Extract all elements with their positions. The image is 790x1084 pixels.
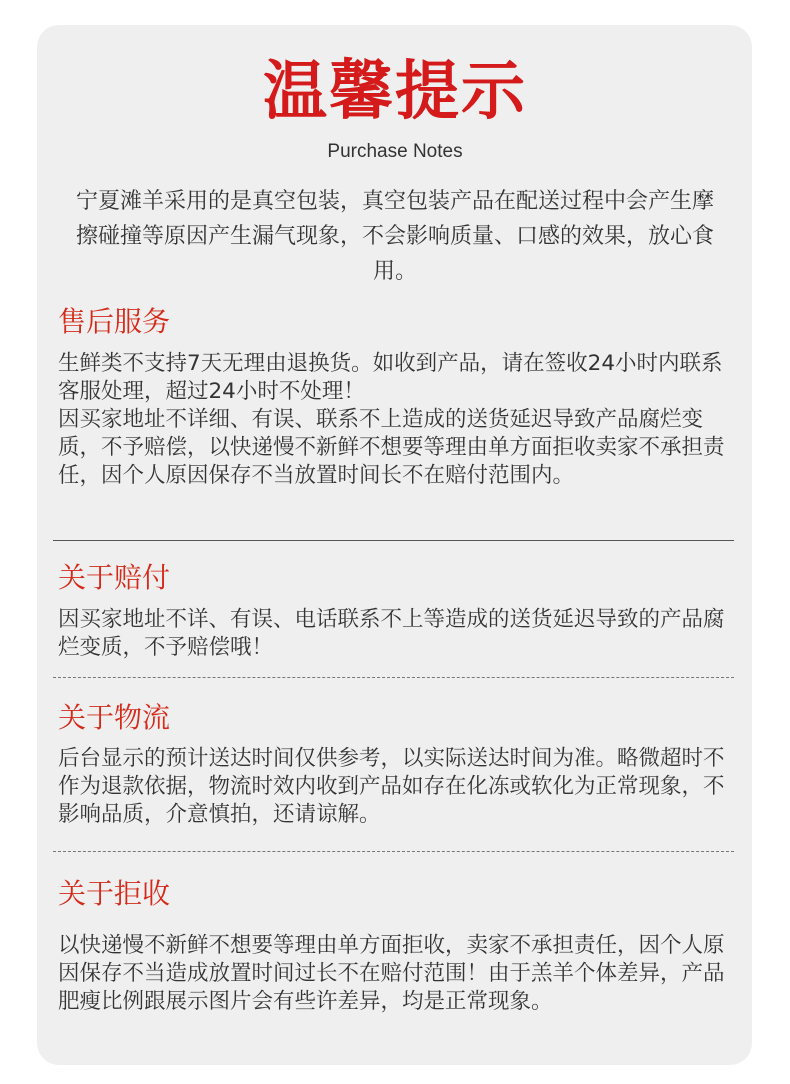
section-title-logistics: 关于物流 [58,701,171,734]
section-title-after-sales: 售后服务 [58,305,171,338]
section-paragraph: 后台显示的预计送达时间仅供参考，以实际送达时间为准。略微超时不作为退款依据，物流时效内收到产品如存在化冻或软化为正常现象，不影响品质，介意慎拍，还请谅解。 [58,746,725,827]
section-body-after-sales [58,350,734,490]
section-title-compensation: 关于赔付 [58,561,171,594]
section-paragraph: 以快递慢不新鲜不想要等理由单方面拒收，卖家不承担责任，因个人原因保存不当造成放置时间过长不在赔付范围！由于羔羊个体差异，产品肥瘦比例跟展示图片会有些许差异，均是正常现象。 [58,933,725,1014]
section-title-rejection: 关于拒收 [58,877,171,910]
page-subtitle: Purchase Notes [327,141,463,162]
section-body-logistics [58,745,734,829]
section-body-rejection [58,932,734,1016]
section-paragraph: 因买家地址不详细、有误、联系不上造成的送货延迟导致产品腐烂变质，不予赔偿，以快递慢不新鲜不想要等理由单方面拒收卖家不承担责任，因个人原因保存不当放置时间长不在赔付范围内。 [58,407,725,488]
page-title: 温馨提示 [263,55,527,129]
section-divider [53,540,734,541]
section-paragraph: 因买家地址不详、有误、电话联系不上等造成的送货延迟导致的产品腐烂变质，不予赔偿哦！ [58,607,725,660]
intro-text: 宁夏滩羊采用的是真空包装，真空包装产品在配送过程中会产生摩擦碰撞等原因产生漏气现象，不会影响质量、口感的效果，放心食用。 [75,189,714,284]
section-divider [53,851,734,852]
section-body-compensation [58,606,734,662]
section-divider [53,677,734,678]
section-paragraph: 生鲜类不支持7天无理由退换货。如收到产品，请在签收24小时内联系客服处理，超过24小时不处理！ [58,351,723,404]
